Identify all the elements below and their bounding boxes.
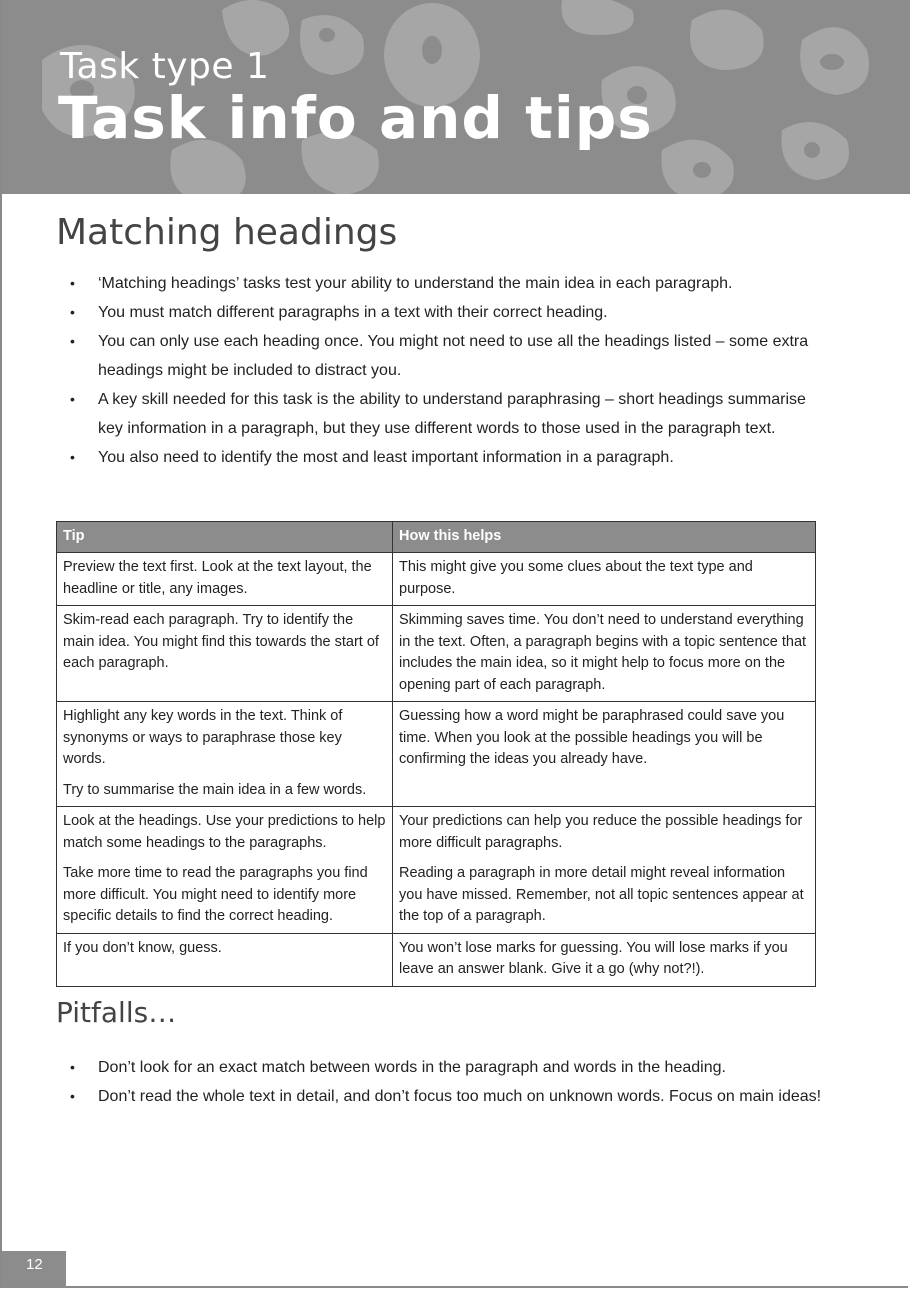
bullet-icon: • xyxy=(70,1059,75,1075)
tip-cell: Preview the text first. Look at the text layout, the headline or title, any images. xyxy=(57,553,393,606)
pebble xyxy=(300,15,364,75)
page-title: Task info and tips xyxy=(58,84,653,152)
list-item: • ‘Matching headings’ tasks test your ability to understand the main idea in each paragraph. xyxy=(70,269,830,298)
pitfalls-bullet-list xyxy=(70,1053,830,1111)
tip-cell: If you don’t know, guess. xyxy=(57,933,393,986)
header-banner xyxy=(2,0,910,194)
list-item: • You also need to identify the most and least important information in a paragraph. xyxy=(70,443,830,472)
tip-cell: Highlight any key words in the text. Think of synonyms or ways to paraphrase those key words. Try to summarise the main idea in a few words. xyxy=(57,702,393,807)
list-item: • A key skill needed for this task is the ability to understand paraphrasing – short headings summarise key information in a paragraph, but they use different words to those used in the paragraph text. xyxy=(70,385,830,443)
helps-cell: Your predictions can help you reduce the possible headings for more difficult paragraphs. Reading a paragraph in more detail might reveal information you have missed. Remember, not all topic sentences appear at the top of a paragraph. xyxy=(393,807,816,934)
page-number: 12 xyxy=(2,1251,66,1287)
bullet-icon: • xyxy=(70,333,75,349)
helps-cell: You won’t lose marks for guessing. You will lose marks if you leave an answer blank. Give it a go (why not?!). xyxy=(393,933,816,986)
list-item: • Don’t read the whole text in detail, and don’t focus too much on unknown words. Focus on main ideas! xyxy=(70,1082,830,1111)
bullet-icon: • xyxy=(70,391,75,407)
pebble xyxy=(690,10,764,70)
task-type-label: Task type 1 xyxy=(60,46,270,87)
section-heading-pitfalls: Pitfalls… xyxy=(56,996,177,1029)
pebble xyxy=(561,0,633,35)
helps-cell: This might give you some clues about the text type and purpose. xyxy=(393,553,816,606)
table-row xyxy=(57,702,816,807)
matching-bullet-list xyxy=(70,269,830,472)
table-row xyxy=(57,553,816,606)
column-header-how-this-helps: How this helps xyxy=(393,522,816,553)
section-heading-matching: Matching headings xyxy=(56,212,398,253)
bullet-icon: • xyxy=(70,1088,75,1104)
tip-cell: Look at the headings. Use your predictions to help match some headings to the paragraphs. Take more time to read the paragraphs you find more difficult. You might need to identify more specific details to find the correct heading. xyxy=(57,807,393,934)
helps-cell: Guessing how a word might be paraphrased could save you time. When you look at the possible headings you will be confirming the ideas you already have. xyxy=(393,702,816,807)
bullet-icon: • xyxy=(70,275,75,291)
tips-table xyxy=(56,521,816,987)
list-item: • You can only use each heading once. You might not need to use all the headings listed – some extra headings might be included to distract you. xyxy=(70,327,830,385)
tip-cell: Skim-read each paragraph. Try to identify the main idea. You might find this towards the start of each paragraph. xyxy=(57,606,393,702)
bullet-icon: • xyxy=(70,449,75,465)
table-row xyxy=(57,606,816,702)
table-header-row xyxy=(57,522,816,553)
table-row xyxy=(57,933,816,986)
helps-cell: Skimming saves time. You don’t need to understand everything in the text. Often, a paragraph begins with a topic sentence that includes the main idea, so it might help to focus more on the opening part of each paragraph. xyxy=(393,606,816,702)
bullet-icon: • xyxy=(70,304,75,320)
table-row xyxy=(57,807,816,934)
column-header-tip: Tip xyxy=(57,522,393,553)
list-item: • Don’t look for an exact match between words in the paragraph and words in the heading. xyxy=(70,1053,830,1082)
list-item: • You must match different paragraphs in a text with their correct heading. xyxy=(70,298,830,327)
